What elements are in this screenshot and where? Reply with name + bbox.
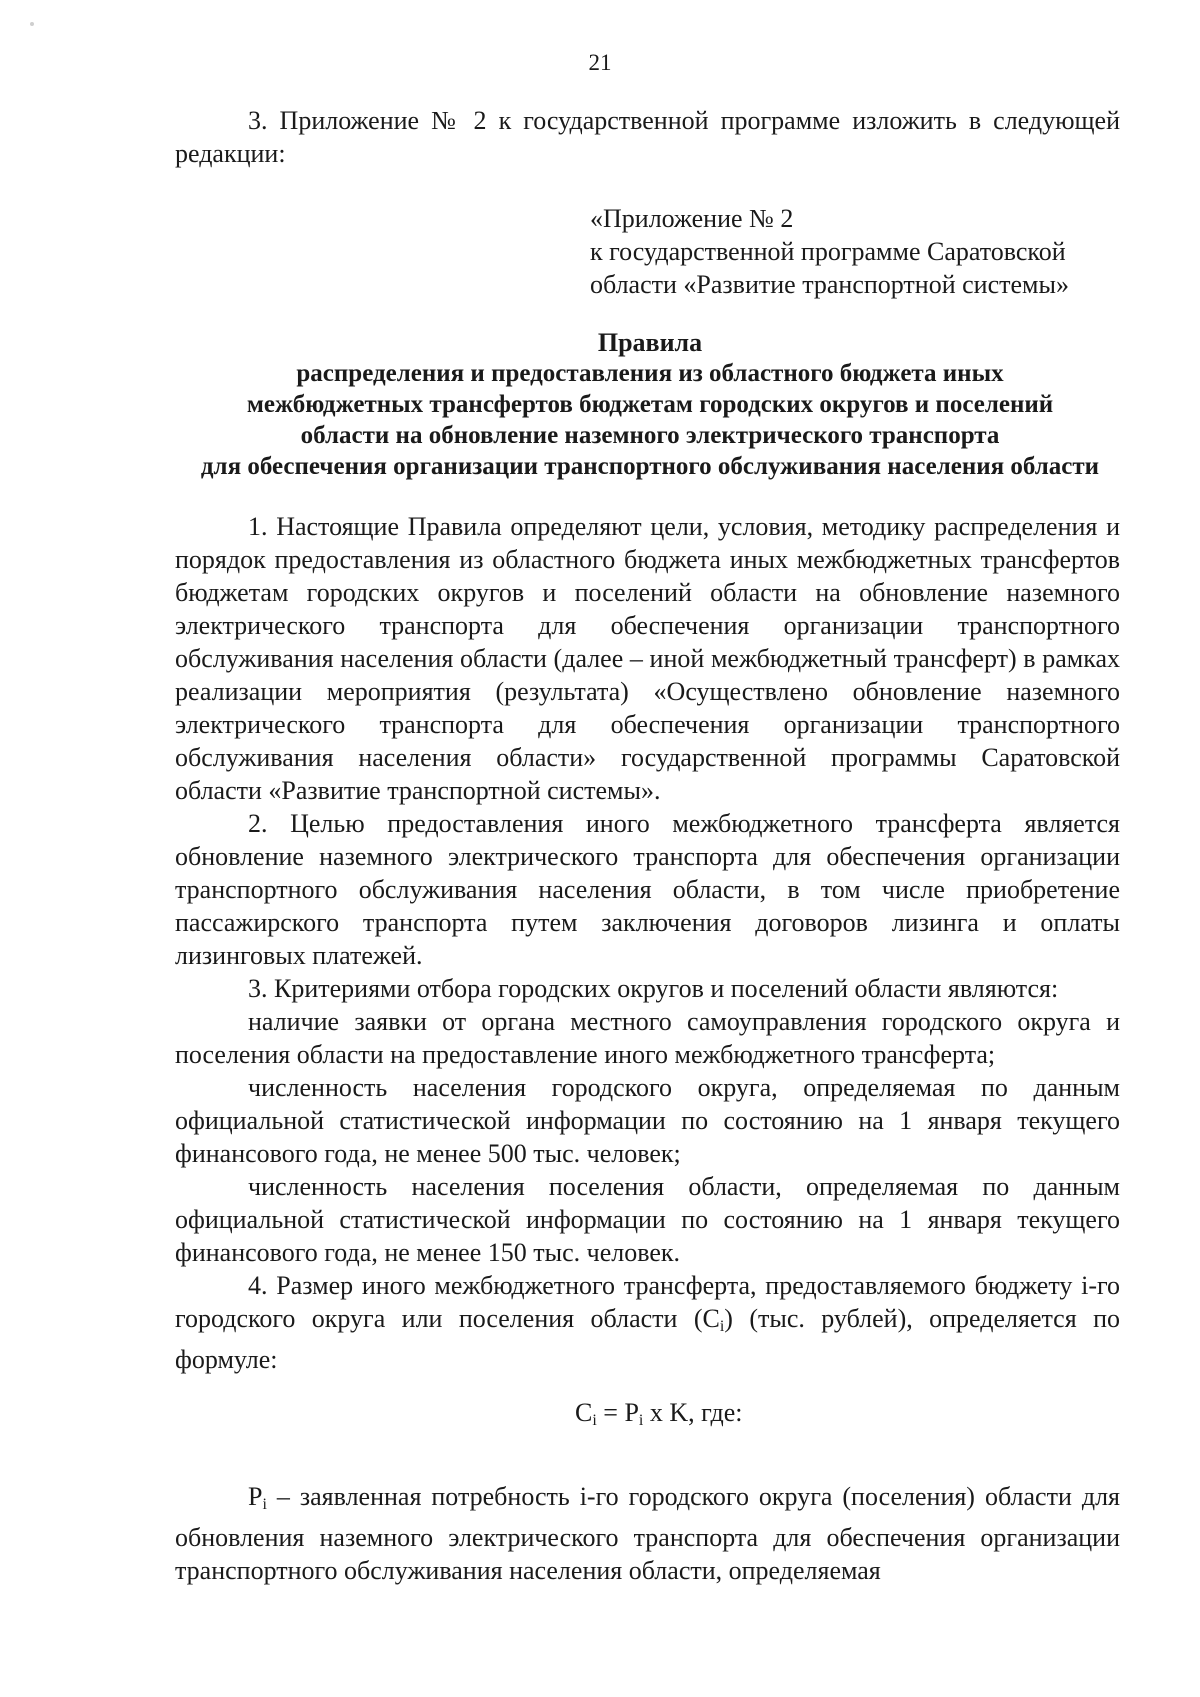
formula-rest: x K, где:: [643, 1398, 743, 1427]
document-title: [150, 327, 1150, 482]
title-line3: области на обновление наземного электрического транспорта: [300, 422, 1000, 449]
appendix-ref-line1: «Приложение № 2: [590, 204, 794, 233]
definition-symbol: P: [248, 1482, 263, 1511]
definition-text: – заявленная потребность i-го городского округа (поселения) области для обновления наземного электрического транспорта для обеспечения организации транспортного обслуживания населения области, определяемая: [175, 1482, 1120, 1585]
title-line1: распределения и предоставления из областного бюджета иных: [296, 360, 1004, 387]
paragraph-4-after: ) (тыс. рублей), определяется по формуле:: [175, 1304, 1120, 1374]
intro-paragraph: [175, 104, 1120, 170]
formula-p-subscript: i: [638, 1412, 644, 1429]
title-line4: для обеспечения организации транспортного обслуживания населения области: [200, 453, 1100, 480]
title-main: Правила: [597, 328, 703, 357]
paragraph-3: 3. Критериями отбора городских округов и поселений области являются:: [248, 974, 1059, 1003]
formula: [575, 1398, 743, 1430]
appendix-ref-line3: области «Развитие транспортной системы»: [590, 270, 1069, 299]
criterion-city-population: численность населения городского округа, определяемая по данным официальной статистической информации по состоянию на 1 января текущего финансового года, не менее 500 тыс. человек;: [175, 1073, 1120, 1168]
criterion-application: наличие заявки от органа местного самоуправления городского округа и поселения области на предоставление иного межбюджетного трансферта;: [175, 1007, 1120, 1069]
paragraph-2: 2. Целью предоставления иного межбюджетного трансферта является обновление наземного электрического транспорта для обеспечения организации транспортного обслуживания населения области, в том числе приобретение пассажирского транспорта путем заключения договоров лизинга и оплаты лизинговых платежей.: [175, 809, 1120, 970]
appendix-ref-line2: к государственной программе Саратовской: [590, 237, 1066, 266]
formula-c: C: [575, 1398, 593, 1427]
paragraph-4-before: 4. Размер иного межбюджетного трансферта, предоставляемого бюджету i-го городского округа или поселения области (C: [175, 1271, 1120, 1333]
intro-text: 3. Приложение № 2 к государственной программе изложить в следующей редакции:: [175, 106, 1120, 168]
paragraph-4-subscript: i: [719, 1318, 725, 1335]
definition-subscript: i: [262, 1496, 267, 1513]
paragraph-4: [175, 1269, 1120, 1376]
paragraph-1: 1. Настоящие Правила определяют цели, условия, методику распределения и порядок предоставления из областного бюджета иных межбюджетных трансфертов бюджетам городских округов и поселений области на обновление наземного электрического транспорта для обеспечения организации транспортного обслуживания населения области (далее – иной межбюджетный трансферт) в рамках реализации мероприятия (результата) «Осуществлено обновление наземного электрического транспорта для обеспечения организации транспортного обслуживания населения области» государственной программы Саратовской области «Развитие транспортной системы».: [175, 512, 1120, 805]
title-line2: межбюджетных трансфертов бюджетам городских округов и поселений: [246, 391, 1054, 418]
definition-block: [175, 1480, 1120, 1587]
definition-p: [175, 1480, 1120, 1587]
criterion-settlement-population: численность населения поселения области, определяемая по данным официальной статистической информации по состоянию на 1 января текущего финансового года, не менее 150 тыс. человек.: [175, 1172, 1120, 1267]
rules-body: [175, 510, 1120, 1376]
scan-speck: [30, 22, 34, 26]
appendix-reference: [590, 202, 1130, 301]
page-number: 21: [588, 50, 612, 75]
formula-c-subscript: i: [592, 1412, 597, 1429]
formula-eq: = P: [596, 1398, 639, 1427]
